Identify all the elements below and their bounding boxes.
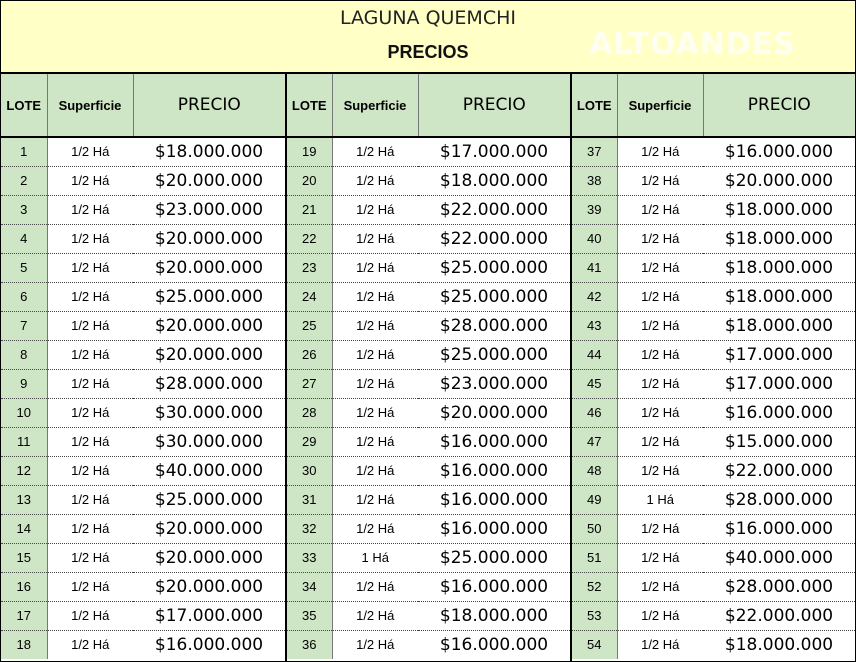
lote-cell: 27 bbox=[287, 369, 332, 398]
precio-cell: $30.000.000 bbox=[133, 398, 285, 427]
table-row bbox=[287, 340, 570, 369]
lote-cell: 29 bbox=[287, 427, 332, 456]
superficie-cell: 1/2 Há bbox=[332, 311, 418, 340]
superficie-cell: 1/2 Há bbox=[617, 543, 703, 572]
precio-cell: $20.000.000 bbox=[133, 340, 285, 369]
table-row bbox=[287, 543, 570, 572]
superficie-cell: 1/2 Há bbox=[332, 485, 418, 514]
table-row bbox=[287, 253, 570, 282]
precio-cell: $16.000.000 bbox=[703, 514, 855, 543]
table-row bbox=[1, 427, 285, 456]
lote-cell: 53 bbox=[572, 601, 617, 630]
precio-cell: $40.000.000 bbox=[703, 543, 855, 572]
precio-cell: $16.000.000 bbox=[703, 137, 855, 166]
superficie-cell: 1/2 Há bbox=[617, 369, 703, 398]
superficie-cell: 1/2 Há bbox=[47, 253, 133, 282]
table-row bbox=[287, 398, 570, 427]
table-row bbox=[572, 224, 855, 253]
price-tables bbox=[1, 74, 855, 661]
table-row bbox=[1, 485, 285, 514]
precio-cell: $18.000.000 bbox=[418, 601, 570, 630]
table-row bbox=[287, 369, 570, 398]
superficie-cell: 1/2 Há bbox=[332, 224, 418, 253]
superficie-cell: 1/2 Há bbox=[47, 340, 133, 369]
table-row bbox=[572, 601, 855, 630]
precio-header: PRECIO bbox=[418, 74, 570, 137]
superficie-cell: 1/2 Há bbox=[356, 637, 395, 653]
table-row bbox=[1, 340, 285, 369]
superficie-cell: 1/2 Há bbox=[332, 282, 418, 311]
superficie-cell: 1/2 Há bbox=[47, 398, 133, 427]
lote-cell: 20 bbox=[287, 166, 332, 195]
superficie-cell: 1/2 Há bbox=[332, 572, 418, 601]
precio-cell: $18.000.000 bbox=[724, 634, 834, 655]
superficie-cell: 1/2 Há bbox=[617, 311, 703, 340]
table-row bbox=[572, 311, 855, 340]
lote-cell: 52 bbox=[572, 572, 617, 601]
lote-cell: 35 bbox=[287, 601, 332, 630]
precio-cell: $20.000.000 bbox=[418, 398, 570, 427]
precio-cell: $17.000.000 bbox=[703, 369, 855, 398]
table-row bbox=[1, 282, 285, 311]
lote-cell: 26 bbox=[287, 340, 332, 369]
superficie-cell: 1/2 Há bbox=[617, 456, 703, 485]
precio-cell: $28.000.000 bbox=[703, 572, 855, 601]
precio-cell: $18.000.000 bbox=[703, 282, 855, 311]
table-row bbox=[572, 630, 855, 659]
precio-cell: $17.000.000 bbox=[418, 137, 570, 166]
table-row bbox=[287, 137, 570, 166]
table-row bbox=[572, 340, 855, 369]
superficie-cell: 1/2 Há bbox=[617, 398, 703, 427]
precio-cell: $23.000.000 bbox=[133, 195, 285, 224]
precio-cell: $20.000.000 bbox=[133, 224, 285, 253]
table-row bbox=[572, 572, 855, 601]
table-row bbox=[1, 572, 285, 601]
precio-cell: $20.000.000 bbox=[133, 572, 285, 601]
superficie-cell: 1/2 Há bbox=[47, 601, 133, 630]
precio-cell: $25.000.000 bbox=[418, 282, 570, 311]
superficie-cell: 1/2 Há bbox=[47, 282, 133, 311]
superficie-cell: 1/2 Há bbox=[617, 601, 703, 630]
precio-header: PRECIO bbox=[133, 74, 285, 137]
table-row bbox=[572, 485, 855, 514]
table-row bbox=[572, 282, 855, 311]
lote-cell: 49 bbox=[572, 485, 617, 514]
superficie-cell: 1/2 Há bbox=[47, 514, 133, 543]
superficie-cell: 1/2 Há bbox=[617, 427, 703, 456]
lote-cell: 42 bbox=[572, 282, 617, 311]
precio-cell: $40.000.000 bbox=[133, 456, 285, 485]
lote-cell: 21 bbox=[287, 195, 332, 224]
precio-cell: $18.000.000 bbox=[418, 166, 570, 195]
table-row bbox=[287, 195, 570, 224]
lote-cell: 3 bbox=[1, 195, 47, 224]
lote-cell: 5 bbox=[1, 253, 47, 282]
superficie-cell: 1/2 Há bbox=[617, 195, 703, 224]
lot-table bbox=[287, 74, 570, 659]
table-row bbox=[1, 224, 285, 253]
sheet-subtitle: PRECIOS bbox=[387, 42, 469, 62]
table-row bbox=[572, 456, 855, 485]
table-row bbox=[572, 543, 855, 572]
table-row bbox=[287, 311, 570, 340]
superficie-cell: 1/2 Há bbox=[332, 253, 418, 282]
table-row bbox=[1, 137, 285, 166]
precio-cell: $20.000.000 bbox=[133, 253, 285, 282]
superficie-cell: 1 Há bbox=[617, 485, 703, 514]
precio-cell: $25.000.000 bbox=[133, 485, 285, 514]
lot-rows bbox=[1, 137, 285, 659]
precio-cell: $16.000.000 bbox=[703, 398, 855, 427]
superficie-cell: 1/2 Há bbox=[332, 456, 418, 485]
precio-cell: $16.000.000 bbox=[418, 456, 570, 485]
lote-cell: 48 bbox=[572, 456, 617, 485]
superficie-cell: 1/2 Há bbox=[332, 195, 418, 224]
lote-cell: 16 bbox=[1, 572, 47, 601]
precio-cell: $16.000.000 bbox=[418, 427, 570, 456]
precio-cell: $28.000.000 bbox=[133, 369, 285, 398]
superficie-header: Superficie bbox=[47, 74, 133, 137]
table-row bbox=[287, 224, 570, 253]
precio-cell: $22.000.000 bbox=[703, 456, 855, 485]
table-row bbox=[1, 630, 285, 659]
lote-cell: 37 bbox=[572, 137, 617, 166]
table-row bbox=[287, 630, 570, 659]
lote-cell: 24 bbox=[287, 282, 332, 311]
table-row bbox=[1, 398, 285, 427]
precio-cell: $23.000.000 bbox=[418, 369, 570, 398]
precio-cell: $28.000.000 bbox=[703, 485, 855, 514]
lote-cell: 2 bbox=[1, 166, 47, 195]
superficie-cell: 1/2 Há bbox=[47, 456, 133, 485]
lote-cell: 23 bbox=[287, 253, 332, 282]
table-row bbox=[287, 282, 570, 311]
precio-cell: $18.000.000 bbox=[703, 311, 855, 340]
lot-rows bbox=[572, 137, 855, 659]
lote-cell: 1 bbox=[1, 137, 47, 166]
superficie-cell: 1/2 Há bbox=[47, 485, 133, 514]
precio-cell: $18.000.000 bbox=[133, 137, 285, 166]
superficie-cell: 1/2 Há bbox=[47, 311, 133, 340]
superficie-cell: 1/2 Há bbox=[617, 340, 703, 369]
precio-header: PRECIO bbox=[703, 74, 855, 137]
superficie-cell: 1/2 Há bbox=[71, 637, 110, 653]
precio-cell: $22.000.000 bbox=[418, 224, 570, 253]
lote-cell: 33 bbox=[287, 543, 332, 572]
lote-cell: 6 bbox=[1, 282, 47, 311]
lot-block-3 bbox=[572, 74, 855, 661]
table-row bbox=[1, 253, 285, 282]
precio-cell: $20.000.000 bbox=[133, 543, 285, 572]
lote-cell: 47 bbox=[572, 427, 617, 456]
table-header-row bbox=[572, 74, 855, 137]
watermark-logo: ALTOANDES bbox=[589, 27, 796, 62]
superficie-cell: 1/2 Há bbox=[332, 137, 418, 166]
precio-cell: $28.000.000 bbox=[418, 311, 570, 340]
superficie-cell: 1/2 Há bbox=[617, 253, 703, 282]
table-header-row bbox=[287, 74, 570, 137]
table-row bbox=[572, 514, 855, 543]
superficie-cell: 1/2 Há bbox=[47, 137, 133, 166]
table-row bbox=[287, 572, 570, 601]
table-row bbox=[572, 166, 855, 195]
precio-cell: $16.000.000 bbox=[418, 485, 570, 514]
superficie-cell: 1/2 Há bbox=[332, 340, 418, 369]
superficie-cell: 1/2 Há bbox=[47, 427, 133, 456]
lot-block-2 bbox=[287, 74, 572, 661]
table-row bbox=[572, 195, 855, 224]
lote-cell: 36 bbox=[287, 630, 332, 659]
superficie-cell: 1/2 Há bbox=[617, 514, 703, 543]
superficie-cell: 1/2 Há bbox=[617, 282, 703, 311]
table-row bbox=[1, 369, 285, 398]
lote-cell: 8 bbox=[1, 340, 47, 369]
lote-cell: 7 bbox=[1, 311, 47, 340]
lote-cell: 13 bbox=[1, 485, 47, 514]
precio-cell: $22.000.000 bbox=[703, 601, 855, 630]
lote-cell: 46 bbox=[572, 398, 617, 427]
superficie-cell: 1/2 Há bbox=[332, 601, 418, 630]
table-row bbox=[572, 427, 855, 456]
lote-cell: 51 bbox=[572, 543, 617, 572]
lote-cell: 9 bbox=[1, 369, 47, 398]
lote-cell: 31 bbox=[287, 485, 332, 514]
lote-cell: 14 bbox=[1, 514, 47, 543]
precio-cell: $25.000.000 bbox=[133, 282, 285, 311]
precio-cell: $20.000.000 bbox=[133, 166, 285, 195]
superficie-cell: 1/2 Há bbox=[47, 572, 133, 601]
precio-cell: $20.000.000 bbox=[703, 166, 855, 195]
superficie-header: Superficie bbox=[332, 74, 418, 137]
lot-table bbox=[572, 74, 855, 659]
superficie-cell: 1/2 Há bbox=[47, 166, 133, 195]
lote-cell: 54 bbox=[572, 630, 617, 659]
precio-cell: $16.000.000 bbox=[418, 514, 570, 543]
table-header-row bbox=[1, 74, 285, 137]
table-row bbox=[572, 369, 855, 398]
lote-header: LOTE bbox=[1, 74, 47, 137]
lote-cell: 50 bbox=[572, 514, 617, 543]
table-row bbox=[1, 166, 285, 195]
lote-cell: 30 bbox=[287, 456, 332, 485]
superficie-cell: 1/2 Há bbox=[332, 369, 418, 398]
lote-cell: 41 bbox=[572, 253, 617, 282]
lote-cell: 4 bbox=[1, 224, 47, 253]
lote-cell: 10 bbox=[1, 398, 47, 427]
table-row bbox=[1, 456, 285, 485]
sheet-title: LAGUNA QUEMCHI bbox=[340, 7, 516, 29]
precio-cell: $25.000.000 bbox=[418, 340, 570, 369]
lote-cell: 17 bbox=[1, 601, 47, 630]
table-row bbox=[572, 253, 855, 282]
superficie-cell: 1/2 Há bbox=[641, 637, 680, 653]
lote-cell: 39 bbox=[572, 195, 617, 224]
lote-cell: 45 bbox=[572, 369, 617, 398]
superficie-cell: 1 Há bbox=[332, 543, 418, 572]
precio-cell: $20.000.000 bbox=[133, 514, 285, 543]
table-row bbox=[1, 195, 285, 224]
lote-cell: 18 bbox=[1, 630, 47, 659]
table-row bbox=[1, 601, 285, 630]
lote-cell: 25 bbox=[287, 311, 332, 340]
table-row bbox=[287, 514, 570, 543]
lote-cell: 15 bbox=[1, 543, 47, 572]
lote-cell: 12 bbox=[1, 456, 47, 485]
precio-cell: $16.000.000 bbox=[439, 634, 549, 655]
lote-cell: 28 bbox=[287, 398, 332, 427]
table-row bbox=[287, 485, 570, 514]
lote-cell: 43 bbox=[572, 311, 617, 340]
lote-cell: 38 bbox=[572, 166, 617, 195]
precio-cell: $25.000.000 bbox=[418, 543, 570, 572]
table-row bbox=[1, 311, 285, 340]
precio-cell: $15.000.000 bbox=[703, 427, 855, 456]
superficie-cell: 1/2 Há bbox=[332, 398, 418, 427]
superficie-cell: 1/2 Há bbox=[47, 195, 133, 224]
lote-cell: 34 bbox=[287, 572, 332, 601]
precio-cell: $25.000.000 bbox=[418, 253, 570, 282]
superficie-cell: 1/2 Há bbox=[617, 572, 703, 601]
table-row bbox=[287, 601, 570, 630]
precio-cell: $18.000.000 bbox=[703, 195, 855, 224]
title-banner bbox=[1, 1, 855, 74]
lot-rows bbox=[287, 137, 570, 659]
superficie-header: Superficie bbox=[617, 74, 703, 137]
lote-header: LOTE bbox=[572, 74, 617, 137]
superficie-cell: 1/2 Há bbox=[332, 427, 418, 456]
precio-cell: $22.000.000 bbox=[418, 195, 570, 224]
lote-cell: 22 bbox=[287, 224, 332, 253]
table-row bbox=[572, 137, 855, 166]
superficie-cell: 1/2 Há bbox=[332, 514, 418, 543]
table-row bbox=[572, 398, 855, 427]
lot-table bbox=[1, 74, 285, 659]
superficie-cell: 1/2 Há bbox=[617, 137, 703, 166]
superficie-cell: 1/2 Há bbox=[617, 224, 703, 253]
precio-cell: $17.000.000 bbox=[133, 601, 285, 630]
table-row bbox=[287, 166, 570, 195]
lote-cell: 11 bbox=[1, 427, 47, 456]
lote-cell: 40 bbox=[572, 224, 617, 253]
precio-cell: $18.000.000 bbox=[703, 253, 855, 282]
precio-cell: $17.000.000 bbox=[703, 340, 855, 369]
superficie-cell: 1/2 Há bbox=[47, 224, 133, 253]
superficie-cell: 1/2 Há bbox=[332, 166, 418, 195]
lote-cell: 19 bbox=[287, 137, 332, 166]
precio-cell: $16.000.000 bbox=[154, 634, 264, 655]
superficie-cell: 1/2 Há bbox=[47, 369, 133, 398]
lote-header: LOTE bbox=[287, 74, 332, 137]
superficie-cell: 1/2 Há bbox=[47, 543, 133, 572]
table-row bbox=[1, 543, 285, 572]
table-row bbox=[287, 427, 570, 456]
lote-cell: 32 bbox=[287, 514, 332, 543]
precio-cell: $16.000.000 bbox=[418, 572, 570, 601]
superficie-cell: 1/2 Há bbox=[617, 166, 703, 195]
table-row bbox=[287, 456, 570, 485]
precio-cell: $30.000.000 bbox=[133, 427, 285, 456]
precio-cell: $20.000.000 bbox=[133, 311, 285, 340]
lot-block-1 bbox=[1, 74, 287, 661]
precio-cell: $18.000.000 bbox=[703, 224, 855, 253]
lote-cell: 44 bbox=[572, 340, 617, 369]
table-row bbox=[1, 514, 285, 543]
